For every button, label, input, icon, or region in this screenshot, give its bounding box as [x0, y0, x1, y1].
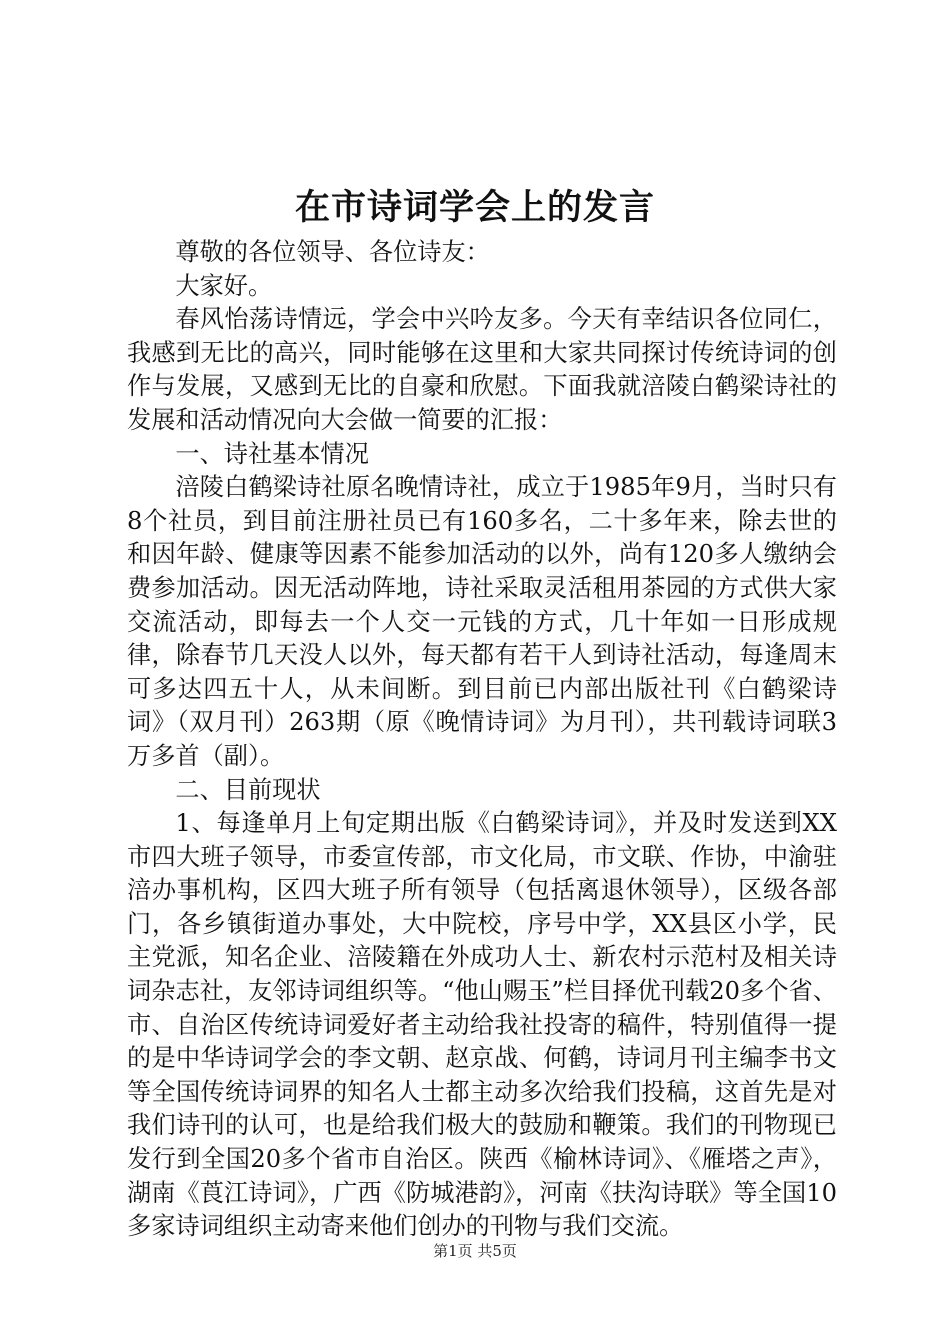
intro-paragraph: 春风怡荡诗情远，学会中兴吟友多。今天有幸结识各位同仁，我感到无比的高兴，同时能够在这里和大家共同探讨传统诗词的创作与发展，又感到无比的自豪和欣慰。下面我就涪陵白鹤梁诗社的发展和活动情况向大会做一简要的汇报： — [127, 305, 837, 434]
page-footer: 第1页 共5页 — [433, 1242, 517, 1260]
basic-info-paragraph: 涪陵白鹤梁诗社原名晚情诗社，成立于1985年9月，当时只有8个社员，到目前注册社员已有160多名，二十多年来，除去世的和因年龄、健康等因素不能参加活动的以外，尚有120多人缴纳会费参加活动。因无活动阵地，诗社采取灵活租用茶园的方式供大家交流活动，即每去一个人交一元钱的方式，几十年如一日形成规律，除春节几天没人以外，每天都有若干人到诗社活动，每逢周末可多达四五十人，从未间断。到目前已内部出版社刊《白鹤梁诗词》（双月刊）263期（原《晚情诗词》为月刊），共刊载诗词联3万多首（副）。 — [127, 473, 837, 770]
current-status-paragraph: 1、每逢单月上旬定期出版《白鹤梁诗词》，并及时发送到XX市四大班子领导，市委宣传部，市文化局，市文联、作协，中渝驻涪办事机构，区四大班子所有领导（包括离退休领导），区级各部门，各乡镇街道办事处，大中院校，序号中学，XX县区小学，民主党派，知名企业、涪陵籍在外成功人士、新农村示范村及相关诗词杂志社，友邻诗词组织等。“他山赐玉”栏目择优刊载20多个省、市、自治区传统诗词爱好者主动给我社投寄的稿件，特别值得一提的是中华诗词学会的李文朝、赵京战、何鹤，诗词月刊主编李书文等全国传统诗词界的知名人士都主动多次给我们投稿，这首先是对我们诗刊的认可，也是给我们极大的鼓励和鞭策。我们的刊物现已发行到全国20多个省市自治区。陕西《榆林诗词》、《雁塔之声》，湖南《莨江诗词》，广西《防城港韵》，河南《扶沟诗联》等全国10多家诗词组织主动寄来他们创办的刊物与我们交流。 — [127, 809, 837, 1241]
salutation: 尊敬的各位领导、各位诗友： — [175, 238, 490, 266]
greeting: 大家好。 — [175, 271, 273, 300]
section-heading-basic-info: 一、诗社基本情况 — [175, 439, 369, 468]
document-title: 在市诗词学会上的发言 — [294, 188, 655, 228]
document-body — [127, 236, 837, 1244]
section-heading-current-status: 二、目前现状 — [175, 775, 321, 804]
